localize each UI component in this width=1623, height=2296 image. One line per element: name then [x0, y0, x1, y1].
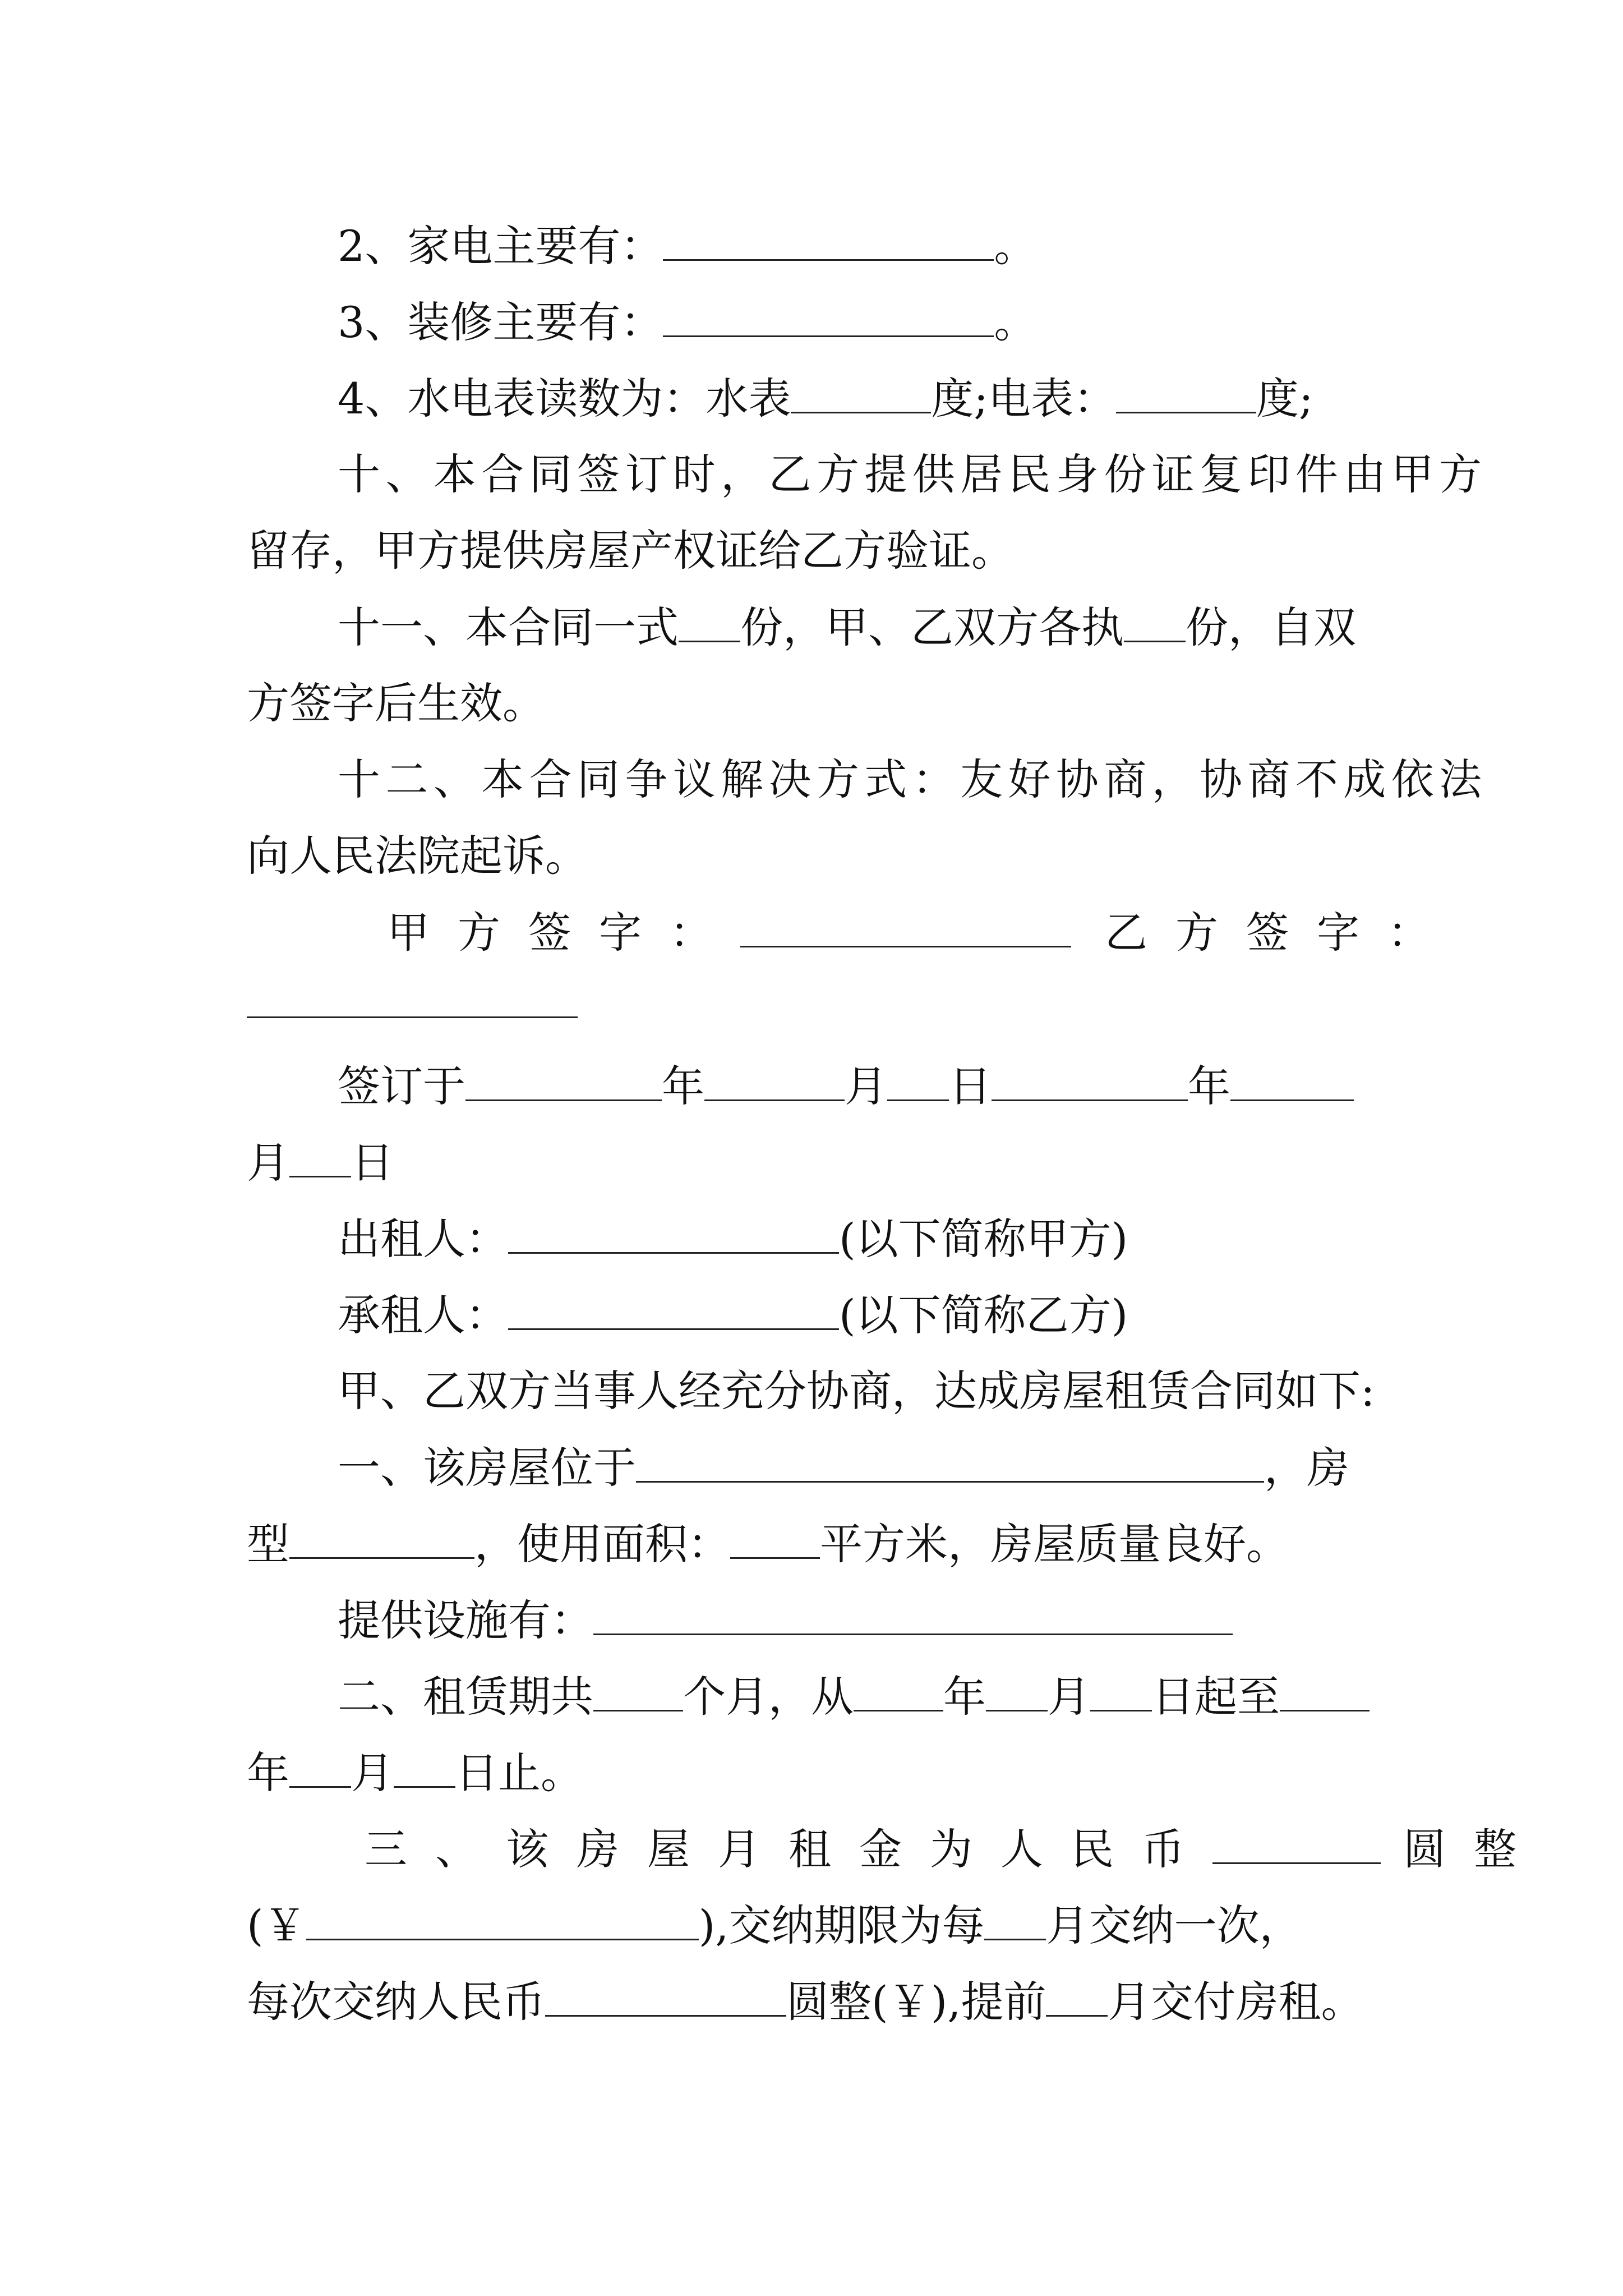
- clause-1-line1: [247, 1441, 1482, 1495]
- party-b-signature-label: 乙方签字：: [1105, 908, 1458, 958]
- blank-field[interactable]: [679, 600, 740, 642]
- text: (以下简称甲方): [839, 1214, 1128, 1264]
- text: 年: [1188, 1061, 1230, 1111]
- lessor-field[interactable]: [508, 1212, 839, 1254]
- clause-2-line1: [247, 1669, 1482, 1724]
- text: 。: [994, 221, 1037, 271]
- clause-12-line2: [247, 829, 1391, 883]
- text: 每次交纳人民币: [247, 1977, 545, 2027]
- clause-3-line1: [247, 1822, 1544, 1876]
- signed-date-line: [247, 1059, 1482, 1114]
- text: 年: [943, 1672, 986, 1722]
- text: 日止。: [455, 1748, 583, 1798]
- blank-field[interactable]: [887, 1059, 949, 1101]
- text: 承租人：: [338, 1290, 508, 1340]
- text: 一、该房屋位于: [338, 1443, 636, 1493]
- clause-1-line2: [247, 1517, 1391, 1571]
- clause-10-line1: [247, 448, 1482, 501]
- text: 2、家电主要有：: [338, 221, 663, 271]
- lessee-field[interactable]: [508, 1288, 839, 1330]
- text: 留存，甲方提供房屋产权证给乙方验证。: [247, 526, 1014, 576]
- blank-field[interactable]: [289, 1517, 474, 1559]
- address-field[interactable]: [636, 1441, 1264, 1483]
- facilities-field[interactable]: [593, 1593, 1233, 1635]
- blank-field[interactable]: [1046, 1975, 1108, 2017]
- blank-field[interactable]: [394, 1746, 455, 1788]
- lessee-line: [247, 1288, 1482, 1342]
- text: 日: [351, 1138, 394, 1188]
- signed-date-line-cont: [247, 1135, 1391, 1190]
- text: 份，自双: [1186, 602, 1356, 652]
- text: 十一、本合同一式: [338, 602, 679, 652]
- text: (以下简称乙方): [839, 1290, 1128, 1340]
- text: 个月，从: [683, 1672, 854, 1722]
- blank-field[interactable]: [1280, 1669, 1370, 1711]
- text: 平方米，房屋质量良好。: [820, 1519, 1289, 1569]
- blank-field[interactable]: [1124, 600, 1186, 642]
- text: 圆整(￥),提前: [786, 1977, 1046, 2027]
- text: 型: [247, 1519, 289, 1569]
- blank-field[interactable]: [1230, 1059, 1354, 1101]
- text: 4、水电表读数为：水表: [338, 374, 791, 424]
- blank-field[interactable]: [984, 1898, 1046, 1940]
- text: 日起至: [1152, 1672, 1280, 1722]
- agreement-intro: [247, 1364, 1482, 1418]
- clause-11-line2: [247, 677, 1391, 730]
- blank-field[interactable]: [730, 1517, 820, 1559]
- clause-11-line1: [247, 600, 1482, 655]
- text: 份，甲、乙双方各执: [740, 602, 1124, 652]
- text: 圆整: [1403, 1824, 1544, 1874]
- signature-line: [247, 905, 1531, 960]
- text: ，使用面积：: [474, 1519, 730, 1569]
- text: 年: [662, 1061, 704, 1111]
- blank-field[interactable]: [289, 1135, 351, 1177]
- text: 出租人：: [338, 1214, 508, 1264]
- blank-field[interactable]: [593, 1669, 683, 1711]
- blank-field[interactable]: [986, 1669, 1048, 1711]
- blank-field[interactable]: [704, 1059, 845, 1101]
- text: 二、租赁期共: [338, 1672, 593, 1722]
- text: 方签字后生效。: [247, 678, 545, 728]
- text: 3、装修主要有：: [338, 297, 663, 347]
- signature-line-cont: [247, 976, 1391, 1030]
- blank-field[interactable]: [289, 1746, 351, 1788]
- text: (￥: [247, 1901, 306, 1950]
- clause-3-line3: [247, 1975, 1391, 2029]
- blank-field[interactable]: [1212, 1822, 1381, 1864]
- blank-field[interactable]: [545, 1975, 786, 2017]
- blank-field[interactable]: [663, 295, 994, 337]
- text: ，房: [1264, 1443, 1349, 1493]
- text: 度;: [1256, 374, 1313, 424]
- text: 十、本合同签订时，乙方提供居民身份证复印件由甲方: [338, 449, 1482, 499]
- clause-2-line2: [247, 1746, 1391, 1800]
- text: 甲、乙双方当事人经充分协商，达成房屋租赁合同如下:: [338, 1366, 1375, 1416]
- text: 签订于: [338, 1061, 465, 1111]
- lessor-line: [247, 1212, 1482, 1266]
- blank-field[interactable]: [791, 371, 931, 413]
- text: 月: [1048, 1672, 1090, 1722]
- line-meter-reading: [247, 371, 1482, 426]
- text: 日: [949, 1061, 992, 1111]
- party-a-signature-label: 甲方签字：: [387, 908, 740, 958]
- clause-10-line2: [247, 524, 1391, 578]
- text: 三、该房屋月租金为人民币: [365, 1824, 1212, 1874]
- blank-field[interactable]: [1090, 1669, 1152, 1711]
- text: 月: [845, 1061, 887, 1111]
- blank-field[interactable]: [1116, 371, 1256, 413]
- clause-3-line2: [247, 1898, 1391, 1953]
- text: 月交纳一次，: [1046, 1901, 1302, 1950]
- blank-field[interactable]: [465, 1059, 662, 1101]
- line-appliances: [247, 219, 1482, 273]
- text: 月: [351, 1748, 394, 1798]
- clause-12-line1: [247, 753, 1482, 807]
- text: 月: [247, 1138, 289, 1188]
- blank-field[interactable]: [854, 1669, 943, 1711]
- blank-field[interactable]: [992, 1059, 1188, 1101]
- line-decoration: [247, 295, 1482, 349]
- text: ),交纳期限为每: [698, 1901, 985, 1950]
- facilities-line: [247, 1593, 1482, 1648]
- text: 十二、本合同争议解决方式：友好协商，协商不成依法: [338, 754, 1482, 804]
- text: 提供设施有：: [338, 1595, 593, 1645]
- text: 年: [247, 1748, 289, 1798]
- party-a-signature-field[interactable]: [740, 905, 1071, 947]
- text: 月交付房租。: [1108, 1977, 1364, 2027]
- text: 度;电表：: [931, 374, 1116, 424]
- blank-field[interactable]: [663, 219, 994, 261]
- text: 向人民法院起诉。: [247, 831, 588, 881]
- party-b-signature-field[interactable]: [247, 976, 578, 1018]
- text: 。: [994, 297, 1037, 347]
- amount-field[interactable]: [306, 1898, 699, 1940]
